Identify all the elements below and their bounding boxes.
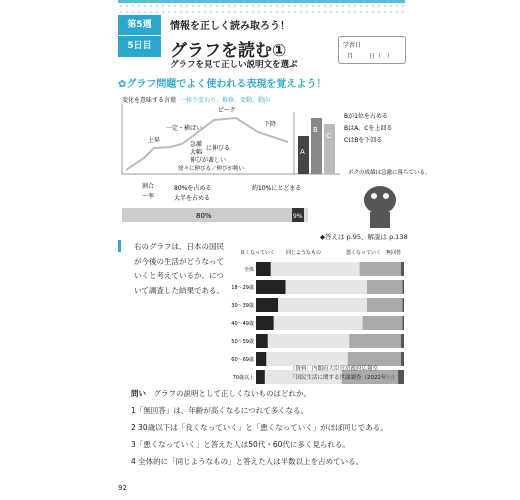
- legend-2: 同じようなもの: [286, 250, 322, 256]
- bar-segment: [268, 334, 349, 348]
- category-label: 30〜39歳: [231, 303, 254, 309]
- subtitle: グラフを見て正しい説明文を選ぶ: [170, 60, 298, 70]
- answer-ref: ◆答えは p.95、解説は p.138: [320, 233, 408, 241]
- choice-4[interactable]: 4 全体的に「同じようなもの」と答えた人は半数以上を占めている。: [131, 457, 364, 466]
- choice-2[interactable]: 2 30歳以下は「良くなっていく」と「悪くなっていく」がほぼ同じである。: [131, 423, 388, 432]
- week-badge: [118, 15, 161, 57]
- bar-segment: [401, 352, 404, 366]
- bar-b-label: B: [313, 126, 318, 134]
- pct-note-1: 80%を占める: [174, 185, 212, 192]
- category-label: 18〜29歳: [231, 285, 254, 291]
- bar-segment: [401, 262, 404, 276]
- date-month: 月: [347, 53, 354, 60]
- bar-segment: [256, 280, 286, 294]
- dot-pattern: [118, 3, 405, 13]
- legend-3: 悪くなっていく: [346, 250, 382, 256]
- bar-note-1: Bが1位を占める: [344, 113, 388, 120]
- bar-segment: [360, 262, 401, 276]
- line-caption: 変化を意味する言葉: [122, 97, 177, 104]
- cat-illustration: [364, 186, 396, 228]
- rise-label: 上昇: [148, 137, 161, 144]
- legend-1: 良くなっていく: [240, 250, 276, 256]
- bar-segment: [398, 370, 404, 384]
- pct-small-value: 9%: [293, 213, 303, 220]
- bar-segment: [363, 316, 403, 330]
- bar-segment: [349, 334, 401, 348]
- pct-label-2: 〜率: [142, 193, 155, 200]
- source-line-2: 「国民生活に関する世論調査（2022年）」）: [290, 375, 398, 381]
- intro-text: 右のグラフは、日本の国民が今後の生活がどうなっていくと考えているか、について調査した結果である。: [134, 242, 224, 295]
- sharp-label: 急激: [190, 141, 203, 148]
- bar-segment: [278, 298, 367, 312]
- source-line-1: （資料：内閣府大臣官房政府広報室: [290, 366, 379, 372]
- large-label: 大幅: [190, 149, 203, 156]
- source: [290, 365, 398, 383]
- category-label: 全体: [243, 267, 254, 273]
- category-label: 70歳以上: [232, 375, 254, 381]
- day-label: 5日目: [127, 41, 152, 51]
- bar-segment: [256, 334, 268, 348]
- bar-segment: [266, 352, 347, 366]
- date-box: [338, 36, 406, 64]
- category-label: 60〜69歳: [231, 357, 254, 363]
- bar-segment: [403, 280, 404, 294]
- section-heading: ✿グラフ問題でよく使われる表現を覚えよう！: [118, 79, 327, 90]
- page-title: グラフを読む①: [170, 41, 287, 61]
- decline-label: 下降: [264, 121, 277, 128]
- bar-c-label: C: [326, 132, 331, 140]
- bar-segment: [403, 316, 404, 330]
- pct-note-3: 約10%にとどまる: [252, 185, 302, 192]
- bar-segment: [403, 298, 404, 312]
- line-words: 一移り変わり、推移、変動、動向: [180, 97, 271, 104]
- bar-segment: [274, 316, 363, 330]
- peak-label: ピーク: [218, 107, 236, 114]
- pct-main-value: 80%: [196, 212, 212, 220]
- bar-segment: [286, 280, 367, 294]
- bar-segment: [256, 262, 271, 276]
- category-label: 40〜49歳: [231, 321, 254, 327]
- date-day: 日（ ）: [369, 53, 394, 60]
- intro-marker: [118, 240, 121, 252]
- bar-note-2: BはA、Cを上回る: [344, 125, 393, 132]
- bar-segment: [256, 370, 265, 384]
- pct-label-1: 割合: [142, 183, 155, 190]
- expression-figures: [118, 92, 431, 230]
- date-label: 学習日: [343, 42, 362, 49]
- flat-label: 一定・横ばい: [166, 125, 203, 132]
- bar-segment: [256, 352, 266, 366]
- pct-bar-rest: [304, 208, 308, 222]
- bar-segment: [271, 262, 360, 276]
- category-label: 50〜59歳: [231, 339, 254, 345]
- week-label: 第5週: [118, 15, 161, 36]
- pct-note-2: 大半を占める: [174, 195, 211, 202]
- grow2-label: 伸びが著しい: [190, 157, 227, 164]
- question-label: 問い: [131, 389, 146, 398]
- bar-segment: [348, 352, 401, 366]
- question-row: [131, 385, 388, 402]
- cat-bubble: ボクの成績は急激に落ちている。: [348, 170, 431, 176]
- bar-segment: [367, 298, 403, 312]
- slogan: 情報を正しく読み取ろう！: [170, 21, 290, 32]
- page-number: 92: [118, 484, 127, 492]
- legend-4: 無回答: [386, 250, 402, 256]
- question-text: グラフの説明として正しくないものはどれか。: [153, 389, 311, 398]
- bar-a-label: A: [300, 148, 305, 156]
- bar-segment: [256, 316, 274, 330]
- choice-3[interactable]: 3「悪くなっていく」と答えた人は50代・60代に多く見られる。: [131, 440, 350, 449]
- bar-segment: [367, 280, 403, 294]
- bar-note-3: CはBを下回る: [344, 137, 383, 144]
- bar-segment: [256, 298, 278, 312]
- bar-segment: [401, 334, 404, 348]
- slow-label: 徐々に伸びる／伸びが鈍い: [178, 166, 245, 172]
- choice-1[interactable]: 1「無回答」は、年齢が高くなるにつれて多くなる。: [131, 406, 309, 415]
- question: [131, 385, 388, 470]
- grow-label: に伸びる: [206, 145, 231, 152]
